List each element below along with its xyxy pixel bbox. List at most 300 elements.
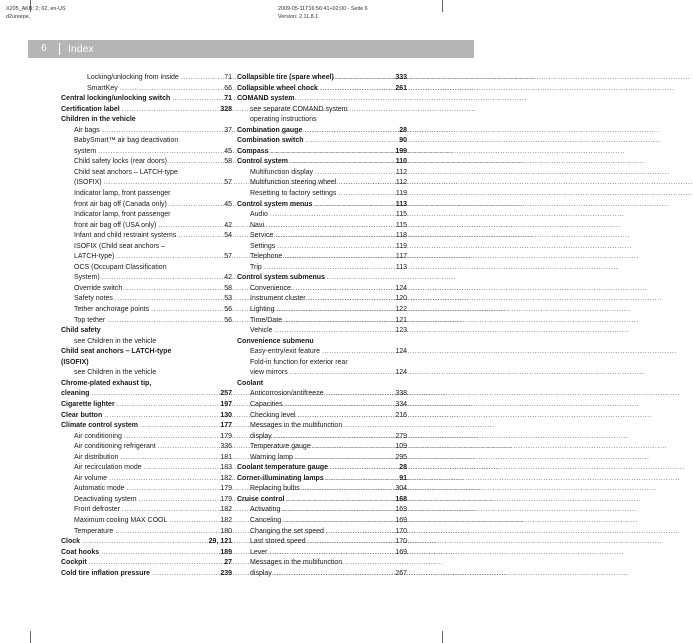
- dot-leader: [320, 84, 393, 95]
- index-entry-page: 216: [395, 411, 407, 419]
- index-entry: [61, 389, 232, 400]
- index-entry: [61, 442, 232, 453]
- index-entry-term: Warning lamp: [250, 453, 293, 461]
- dot-leader: [293, 284, 393, 295]
- index-entry: [237, 200, 407, 211]
- index-entry-term: Temperature: [74, 527, 114, 535]
- index-entry-page: 170: [395, 538, 407, 546]
- index-entry: [237, 505, 407, 516]
- dot-leader: [104, 411, 218, 422]
- index-entry: [61, 453, 232, 464]
- index-entry: [61, 263, 232, 274]
- index-entry-page: 304: [395, 485, 407, 493]
- index-entry: [61, 221, 232, 232]
- index-entry-page: 168: [395, 495, 407, 503]
- index-entry-term: Corner-illuminating lamps: [237, 474, 324, 482]
- index-entry-page: 109: [395, 443, 407, 451]
- index-entry-page: 58: [224, 284, 232, 292]
- index-entry-page: 37: [224, 126, 232, 134]
- index-entry: [237, 242, 407, 253]
- index-entry-term: see Children in the vehicle: [74, 337, 157, 345]
- dot-leader: [178, 231, 222, 242]
- index-entry-term: Control system: [237, 158, 288, 166]
- index-entry-term: Audio: [250, 211, 268, 219]
- index-entry-page: 118: [395, 232, 407, 240]
- index-entry: [237, 326, 407, 337]
- dot-leader: [264, 263, 394, 274]
- index-entry: [237, 400, 407, 411]
- dot-leader: [82, 537, 207, 548]
- index-entry: [61, 178, 232, 189]
- dot-leader: [122, 105, 219, 116]
- index-entry-term: LATCH-type): [74, 253, 115, 261]
- index-entry-term: Maximum cooling MAX COOL: [74, 516, 168, 524]
- index-entry-term: Cold tire inflation pressure: [61, 569, 151, 577]
- dot-leader: [127, 484, 219, 495]
- index-entry-term: Settings: [250, 242, 276, 250]
- index-entry: [237, 484, 407, 495]
- index-entry-page: 117: [395, 253, 407, 261]
- index-entry: [61, 284, 232, 295]
- index-entry-term: Child seat anchors – LATCH-type: [74, 168, 178, 176]
- index-entry-term: Collapsible wheel chock: [237, 84, 318, 92]
- index-entry-term: Telephone: [250, 253, 283, 261]
- dot-leader: [326, 474, 397, 485]
- index-entry-term: Messages in the multifunction: [250, 559, 343, 567]
- dot-leader: [285, 400, 394, 411]
- index-entry-page: 169: [395, 506, 407, 514]
- dot-leader: [275, 231, 393, 242]
- index-entry-term: Easy-entry/exit feature: [250, 348, 321, 356]
- index-entry: [61, 347, 232, 358]
- index-entry-page: 57: [224, 179, 232, 187]
- index-entry: [237, 189, 407, 200]
- dot-leader: [270, 548, 394, 559]
- index-entry-page: 28: [399, 464, 407, 472]
- index-column-right: [237, 73, 407, 579]
- index-entry-page: 56: [224, 306, 232, 314]
- dot-leader: [284, 316, 393, 327]
- index-entry: [61, 316, 232, 327]
- index-entry: [61, 105, 232, 116]
- index-entry: [237, 358, 407, 369]
- index-entry: [237, 316, 407, 327]
- dot-leader: [107, 316, 222, 327]
- index-entry: [237, 115, 407, 126]
- dot-leader: [116, 252, 222, 263]
- dot-leader: [169, 200, 222, 211]
- index-entry-term: Temperature gauge: [250, 443, 311, 451]
- index-entry-page: 180: [220, 527, 232, 535]
- index-entry-term: Children in the vehicle: [61, 116, 136, 124]
- dot-leader: [124, 284, 222, 295]
- index-entry-term: System): [74, 274, 100, 282]
- index-entry-term: system: [74, 147, 97, 155]
- index-entry-term: BabySmart™ air bag deactivation: [74, 137, 179, 145]
- index-entry: [61, 210, 232, 221]
- dot-leader: [152, 569, 218, 580]
- index-entry: [61, 432, 232, 443]
- index-entry: [61, 337, 232, 348]
- dot-leader: [295, 453, 393, 464]
- index-entry: [61, 273, 232, 284]
- print-header-line: X205_AKB; 2; 62, en-US: [6, 6, 66, 12]
- index-entry-term: (ISOFIX): [74, 179, 102, 187]
- index-entry: [61, 294, 232, 305]
- dot-leader: [306, 136, 398, 147]
- index-entry: [237, 421, 407, 432]
- index-entry-page: 112: [395, 179, 407, 187]
- index-entry-term: Air distribution: [74, 453, 119, 461]
- index-entry-term: Child seat anchors – LATCH-type: [61, 348, 172, 356]
- index-entry-page: 54: [224, 232, 232, 240]
- index-entry-page: 124: [395, 284, 407, 292]
- index-entry-term: Coolant: [237, 379, 264, 387]
- index-entry-page: 115: [395, 221, 407, 229]
- index-entry-page: 123: [395, 327, 407, 335]
- index-entry-term: Trip: [250, 263, 262, 271]
- index-entry-page: 29, 121: [208, 538, 232, 546]
- page-title-bar: [28, 40, 474, 58]
- index-entry-term: Air bags: [74, 126, 100, 134]
- print-header-line: 2009-05-11T16:56:41+02:00 - Seite 6: [278, 6, 368, 12]
- print-header-line: Version: 2.11.8.1: [278, 14, 319, 20]
- index-entry-term: Lever: [250, 548, 268, 556]
- index-entry-term: Clock: [61, 538, 81, 546]
- index-entry: [61, 115, 232, 126]
- index-entry-page: 45: [224, 200, 232, 208]
- index-entry-term: Anticorrosion/antifreeze: [250, 390, 324, 398]
- index-entry-term: Last stored speed: [250, 538, 306, 546]
- index-entry-page: 119: [395, 190, 407, 198]
- dot-leader: [158, 442, 219, 453]
- index-entry-term: Cockpit: [61, 559, 87, 567]
- index-entry-page: 113: [395, 263, 407, 271]
- index-entry-term: Infant and child restraint systems: [74, 232, 177, 240]
- dot-leader: [277, 305, 394, 316]
- index-entry-page: 90: [399, 137, 407, 145]
- index-entry: [61, 94, 232, 105]
- dot-leader: [330, 463, 397, 474]
- dot-leader: [284, 252, 394, 263]
- index-entry-term: Top tether: [74, 316, 106, 324]
- index-entry: [237, 178, 407, 189]
- index-entry: [237, 442, 407, 453]
- index-entry-term: Air conditioning refrigerant: [74, 443, 156, 451]
- index-entry-page: 27: [224, 559, 232, 567]
- index-entry-term: Certification label: [61, 105, 120, 113]
- index-entry-term: Chrome-plated exhaust tip,: [61, 379, 152, 387]
- index-entry-term: Front defroster: [74, 506, 120, 514]
- index-entry-term: Cruise control: [237, 495, 285, 503]
- index-entry-term: Indicator lamp, front passenger: [74, 190, 171, 198]
- index-entry-page: 124: [395, 348, 407, 356]
- index-entry: [61, 484, 232, 495]
- index-entry-page: 179: [220, 495, 232, 503]
- index-entry-term: Climate control system: [61, 422, 139, 430]
- dot-leader: [104, 178, 223, 189]
- index-entry: [237, 168, 407, 179]
- index-entry-page: 113: [395, 200, 407, 208]
- dot-leader: [115, 527, 218, 538]
- index-entry-page: 169: [395, 516, 407, 524]
- index-entry-term: Override switch: [74, 284, 123, 292]
- index-entry: [61, 326, 232, 337]
- index-entry: [61, 84, 232, 95]
- index-entry: [237, 527, 407, 538]
- index-entry: [61, 231, 232, 242]
- index-entry-term: Child safety: [61, 327, 101, 335]
- index-entry-term: display: [250, 432, 272, 440]
- dot-leader: [270, 210, 394, 221]
- index-entry: [61, 463, 232, 474]
- index-entry: [61, 421, 232, 432]
- crop-mark: [30, 631, 31, 643]
- index-entry-term: cleaning: [61, 390, 90, 398]
- dot-leader: [120, 84, 222, 95]
- index-entry: [61, 558, 232, 569]
- index-entry: [237, 221, 407, 232]
- dot-leader: [101, 548, 218, 559]
- index-entry-page: 45: [224, 147, 232, 155]
- index-entry-term: ISOFIX (Child seat anchors –: [74, 242, 166, 250]
- dot-leader: [302, 484, 394, 495]
- index-entry: [237, 273, 407, 284]
- index-entry-term: Lighting: [250, 306, 275, 314]
- dot-leader: [169, 516, 218, 527]
- index-entry: [237, 495, 407, 506]
- index-entry: [61, 505, 232, 516]
- index-entry-term: Indicator lamp, front passenger: [74, 211, 171, 219]
- index-entry: [61, 495, 232, 506]
- index-entry: [237, 94, 407, 105]
- index-entry: [237, 368, 407, 379]
- index-entry: [237, 147, 407, 158]
- dot-leader: [144, 463, 219, 474]
- index-entry-term: Convenience submenu: [237, 337, 314, 345]
- index-entry: [61, 527, 232, 538]
- index-entry: [237, 379, 407, 390]
- index-entry-term: Service: [250, 232, 274, 240]
- index-entry-page: 183: [220, 464, 232, 472]
- index-entry-page: 57: [224, 253, 232, 261]
- index-entry-term: Coolant temperature gauge: [237, 464, 329, 472]
- dot-leader: [290, 157, 394, 168]
- print-header-right: [278, 5, 368, 21]
- index-entry: [237, 432, 407, 443]
- dot-leader: [271, 147, 394, 158]
- dot-leader: [326, 527, 393, 538]
- index-entry: [61, 147, 232, 158]
- index-entry-term: OCS (Occupant Classification: [74, 263, 167, 271]
- dot-leader: [338, 189, 393, 200]
- index-entry-term: Fold-in function for exterior rear: [250, 358, 348, 366]
- index-entry: [61, 379, 232, 390]
- index-entry-page: 177: [220, 422, 232, 430]
- index-entry: [237, 558, 407, 569]
- index-entry-page: 267: [395, 569, 407, 577]
- index-entry-term: Automatic mode: [74, 485, 125, 493]
- index-entry-term: Canceling: [250, 516, 282, 524]
- dot-leader: [172, 94, 222, 105]
- index-entry-page: 199: [395, 147, 407, 155]
- dot-leader: [115, 294, 222, 305]
- dot-leader: [313, 442, 394, 453]
- index-entry-page: 130: [220, 411, 232, 419]
- dot-leader: [151, 305, 222, 316]
- index-entry: [237, 105, 407, 116]
- index-entry: [237, 453, 407, 464]
- index-entry-term: Replacing bulbs: [250, 485, 300, 493]
- index-entry-page: 336: [220, 443, 232, 451]
- index-entry-page: 261: [395, 84, 407, 92]
- index-entry-term: view mirrors: [250, 369, 288, 377]
- index-entry-page: 122: [395, 306, 407, 314]
- index-entry: [61, 189, 232, 200]
- index-entry-term: Tether anchorage points: [74, 306, 150, 314]
- index-entry: [237, 337, 407, 348]
- index-entry-term: see separate COMAND system: [250, 105, 348, 113]
- index-entry-term: Air recirculation mode: [74, 464, 142, 472]
- index-entry-term: Clear button: [61, 411, 103, 419]
- index-entry-term: Combination gauge: [237, 126, 303, 134]
- index-entry-term: Control system submenus: [237, 274, 325, 282]
- dot-leader: [169, 157, 222, 168]
- index-entry-page: 119: [395, 242, 407, 250]
- index-entry-page: 338: [395, 390, 407, 398]
- index-entry: [61, 400, 232, 411]
- index-entry: [237, 252, 407, 263]
- index-entry-term: Air volume: [74, 474, 108, 482]
- index-entry-page: 91: [399, 474, 407, 482]
- index-entry-page: 58: [224, 158, 232, 166]
- index-entry-term: Multifunction steering wheel: [250, 179, 337, 187]
- title-divider: [59, 43, 60, 55]
- index-entry: [237, 305, 407, 316]
- dot-leader: [158, 221, 222, 232]
- index-entry-term: Central locking/unlocking switch: [61, 95, 171, 103]
- index-entry-term: Capacities: [250, 400, 283, 408]
- dot-leader: [120, 453, 218, 464]
- index-entry: [61, 73, 232, 84]
- index-entry: [237, 463, 407, 474]
- index-entry: [237, 231, 407, 242]
- index-entry: [237, 411, 407, 422]
- dot-leader: [140, 421, 218, 432]
- index-entry: [61, 136, 232, 147]
- index-entry: [237, 537, 407, 548]
- index-entry-term: (ISOFIX): [61, 358, 89, 366]
- dot-leader: [308, 294, 394, 305]
- index-entry-term: operating instructions: [250, 116, 317, 124]
- index-entry: [61, 168, 232, 179]
- index-entry: [237, 210, 407, 221]
- index-entry-page: 71: [224, 95, 232, 103]
- index-entry-term: Instrument cluster: [250, 295, 306, 303]
- dot-leader: [275, 326, 394, 337]
- index-entry: [237, 347, 407, 358]
- index-entry-term: Navi: [250, 221, 265, 229]
- index-entry-page: 42: [224, 221, 232, 229]
- index-entry-term: see Children in the vehicle: [74, 369, 157, 377]
- index-entry-term: Changing the set speed: [250, 527, 324, 535]
- index-entry: [237, 294, 407, 305]
- index-entry-term: Messages in the multifunction: [250, 422, 343, 430]
- index-entry-term: Locking/unlocking from inside: [87, 74, 179, 81]
- index-entry-page: 334: [395, 400, 407, 408]
- index-entry: [237, 389, 407, 400]
- print-header-left: [6, 5, 66, 21]
- dot-leader: [336, 73, 393, 84]
- index-entry-term: Child safety locks (rear doors): [74, 158, 167, 166]
- dot-leader: [89, 558, 223, 569]
- index-entry: [237, 284, 407, 295]
- index-entry-page: 112: [395, 168, 407, 176]
- index-entry-term: Combination switch: [237, 137, 304, 145]
- index-entry: [237, 136, 407, 147]
- dot-leader: [274, 432, 394, 443]
- index-entry-page: 121: [395, 316, 407, 324]
- index-entry-page: 328: [220, 105, 232, 113]
- index-entry: [237, 263, 407, 274]
- dot-leader: [338, 178, 393, 189]
- index-entry-term: Safety notes: [74, 295, 113, 303]
- index-entry-page: 179: [220, 432, 232, 440]
- index-entry-page: 170: [395, 527, 407, 535]
- index-column-left: [61, 73, 232, 579]
- index-entry-page: 179: [220, 485, 232, 493]
- index-entry-term: Compass: [237, 147, 269, 155]
- index-entry: [61, 358, 232, 369]
- dot-leader: [139, 495, 219, 506]
- dot-leader: [308, 537, 394, 548]
- index-entry: [237, 569, 407, 580]
- index-entry-page: 66: [224, 84, 232, 92]
- index-entry: [61, 305, 232, 316]
- index-entry: [61, 368, 232, 379]
- index-entry-page: 257: [220, 390, 232, 398]
- index-entry: [61, 242, 232, 253]
- index-entry-term: Checking level: [250, 411, 296, 419]
- index-entry-term: Convenience: [250, 284, 291, 292]
- dot-leader: [304, 126, 397, 137]
- index-entry-term: Activating: [250, 506, 281, 514]
- index-entry-term: Multifunction display: [250, 168, 314, 176]
- dot-leader: [298, 411, 394, 422]
- dot-leader: [102, 126, 223, 137]
- index-entry: [237, 157, 407, 168]
- index-entry-page: 71: [224, 74, 232, 81]
- index-entry: [237, 548, 407, 559]
- index-entry: [61, 537, 232, 548]
- index-entry: [61, 157, 232, 168]
- index-entry-term: Vehicle: [250, 327, 273, 335]
- index-entry-page: 181: [220, 453, 232, 461]
- index-entry-term: Control system menus: [237, 200, 313, 208]
- index-entry-page: 120: [395, 295, 407, 303]
- dot-leader: [109, 474, 218, 485]
- index-entry: [237, 73, 407, 84]
- index-entry-page: 110: [395, 158, 407, 166]
- dot-leader: [283, 516, 393, 527]
- index-entry-page: 239: [220, 569, 232, 577]
- crop-mark: [442, 0, 443, 12]
- page-title: Index: [68, 43, 94, 55]
- index-entry-page: 182: [220, 474, 232, 482]
- index-entry-page: 53: [224, 295, 232, 303]
- index-entry-page: 182: [220, 516, 232, 524]
- index-entry-page: 169: [395, 548, 407, 556]
